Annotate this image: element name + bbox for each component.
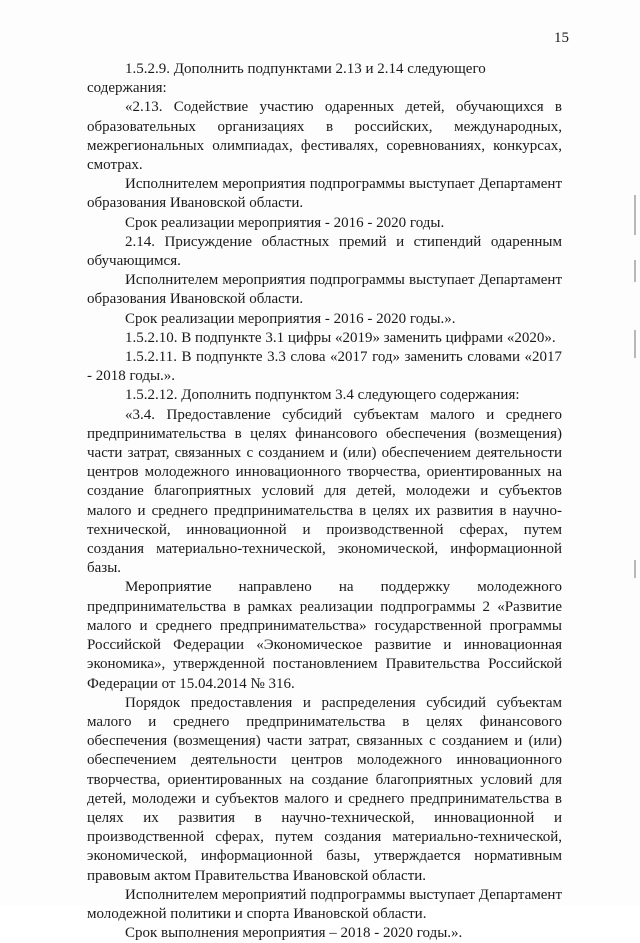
paragraph-content-label: содержания: xyxy=(87,80,167,97)
paragraph-3-4: «3.4. Предоставление субсидий субъектам малого и среднего предпринимательства в целях финансового обеспечения (возмещения) части затрат, связанных с созданием и (или) обеспечением деятельности центров молодежного инновационного творчества, ориентированных на создание благоприятных условий для детей, молодежи и субъектов малого и среднего предпринимательства в целях их развития в научно-технической, инновационной и производственной сферах, путем создания материально-технической, экономической, информационной базы. xyxy=(87,406,562,577)
document-body xyxy=(87,60,562,943)
paragraph-1-5-2-9: 1.5.2.9. Дополнить подпунктами 2.13 и 2.14 следующего xyxy=(125,61,486,77)
scan-edge-mark xyxy=(634,330,636,358)
paragraph-measure-direction: Мероприятие направлено на поддержку молодежного предпринимательства в рамках реализации подпрограммы 2 «Развитие малого и среднего предпринимательства» государственной программы Российской Федерации «Экономическое развитие и инновационная экономика», утвержденной постановлением Правительства Российской Федерации от 15.04.2014 № 316. xyxy=(87,579,562,692)
paragraph-executor-2-14: Исполнителем мероприятия подпрограммы выступает Департамент образования Ивановской области. xyxy=(87,272,562,308)
paragraph-term-2-13: Срок реализации мероприятия - 2016 - 2020 годы. xyxy=(125,214,445,231)
page-number: 15 xyxy=(554,30,569,46)
paragraph-1-5-2-12: 1.5.2.12. Дополнить подпунктом 3.4 следующего содержания: xyxy=(125,387,520,404)
paragraph-2-13: «2.13. Содействие участию одаренных детей, обучающихся в образовательных организациях в российских, международных, межрегиональных олимпиадах, фестивалях, соревнованиях, конкурсах, смотрах. xyxy=(87,99,562,174)
paragraph-subsidy-procedure: Порядок предоставления и распределения субсидий субъектам малого и среднего предпринимательства в целях финансового обеспечения (возмещения) части затрат, связанных с созданием и (или) обеспечением деятельности центров молодежного инновационного творчества, ориентированных на создание благоприятных условий для детей, молодежи и субъектов малого и среднего предпринимательства в целях их развития в научно-технической, инновационной и производственной сферах, путем создания материально-технической, экономической, информационной базы, утверждается нормативным правовым актом Правительства Ивановской области. xyxy=(87,694,562,884)
paragraph-executor-3-4: Исполнителем мероприятий подпрограммы выступает Департамент молодежной политики и спорта Ивановской области. xyxy=(87,886,562,922)
scan-edge-mark xyxy=(634,195,636,235)
paragraph-executor-2-13: Исполнителем мероприятия подпрограммы выступает Департамент образования Ивановской области. xyxy=(87,176,562,212)
paragraph-1-5-2-10: 1.5.2.10. В подпункте 3.1 цифры «2019» заменить цифрами «2020». xyxy=(125,329,556,346)
paragraph-2-14: 2.14. Присуждение областных премий и стипендий одаренным обучающимся. xyxy=(87,233,562,270)
paragraph-term-3-4: Срок выполнения мероприятия – 2018 - 2020 годы.». xyxy=(125,925,463,942)
paragraph-term-2-14: Срок реализации мероприятия - 2016 - 2020 годы.». xyxy=(125,310,456,327)
scan-edge-mark xyxy=(634,560,636,578)
scan-edge-mark xyxy=(634,260,636,282)
paragraph-1-5-2-11: 1.5.2.11. В подпункте 3.3 слова «2017 год» заменить словами «2017 - 2018 годы.». xyxy=(87,349,562,385)
